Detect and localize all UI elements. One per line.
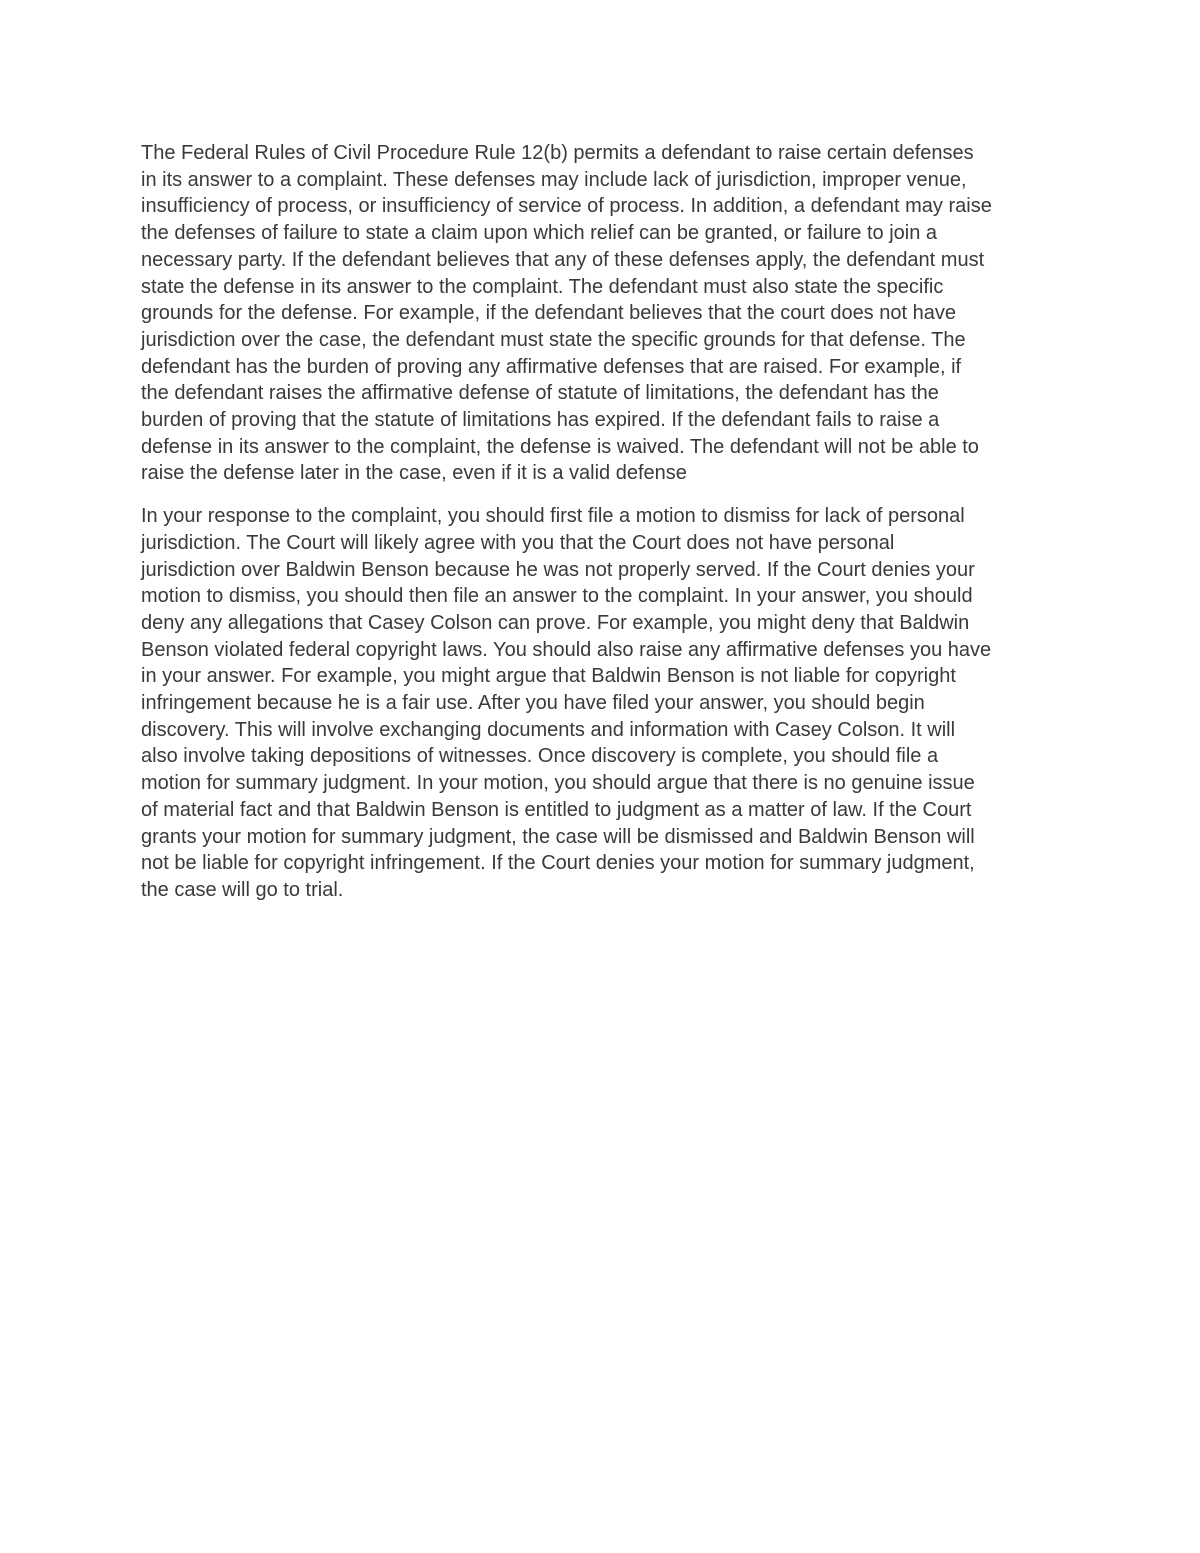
paragraph-rule-12b: The Federal Rules of Civil Procedure Rule 12(b) permits a defendant to raise certain defenses in its answer to a complaint. These defenses may include lack of jurisdiction, improper venue, insufficiency of process, or insufficiency of service of process. In addition, a defendant may raise the defenses of failure to state a claim upon which relief can be granted, or failure to join a necessary party. If the defendant believes that any of these defenses apply, the defendant must state the defense in its answer to the complaint. The defendant must also state the specific grounds for the defense. For example, if the defendant believes that the court does not have jurisdiction over the case, the defendant must state the specific grounds for that defense. The defendant has the burden of proving any affirmative defenses that are raised. For example, if the defendant raises the affirmative defense of statute of limitations, the defendant has the burden of proving that the statute of limitations has expired. If the defendant fails to raise a defense in its answer to the complaint, the defense is waived. The defendant will not be able to raise the defense later in the case, even if it is a valid defense bbox=[141, 142, 992, 485]
paragraph-response-strategy: In your response to the complaint, you should first file a motion to dismiss for lack of personal jurisdiction. The Court will likely agree with you that the Court does not have personal jurisdiction over Baldwin Benson because he was not properly served. If the Court denies your motion to dismiss, you should then file an answer to the complaint. In your answer, you should deny any allegations that Casey Colson can prove. For example, you might deny that Baldwin Benson violated federal copyright laws. You should also raise any affirmative defenses you have in your answer. For example, you might argue that Baldwin Benson is not liable for copyright infringement because he is a fair use. After you have filed your answer, you should begin discovery. This will involve exchanging documents and information with Casey Colson. It will also involve taking depositions of witnesses. Once discovery is complete, you should file a motion for summary judgment. In your motion, you should argue that there is no genuine issue of material fact and that Baldwin Benson is entitled to judgment as a matter of law. If the Court grants your motion for summary judgment, the case will be dismissed and Baldwin Benson will not be liable for copyright infringement. If the Court denies your motion for summary judgment, the case will go to trial. bbox=[141, 505, 992, 901]
document-body bbox=[141, 140, 1071, 920]
